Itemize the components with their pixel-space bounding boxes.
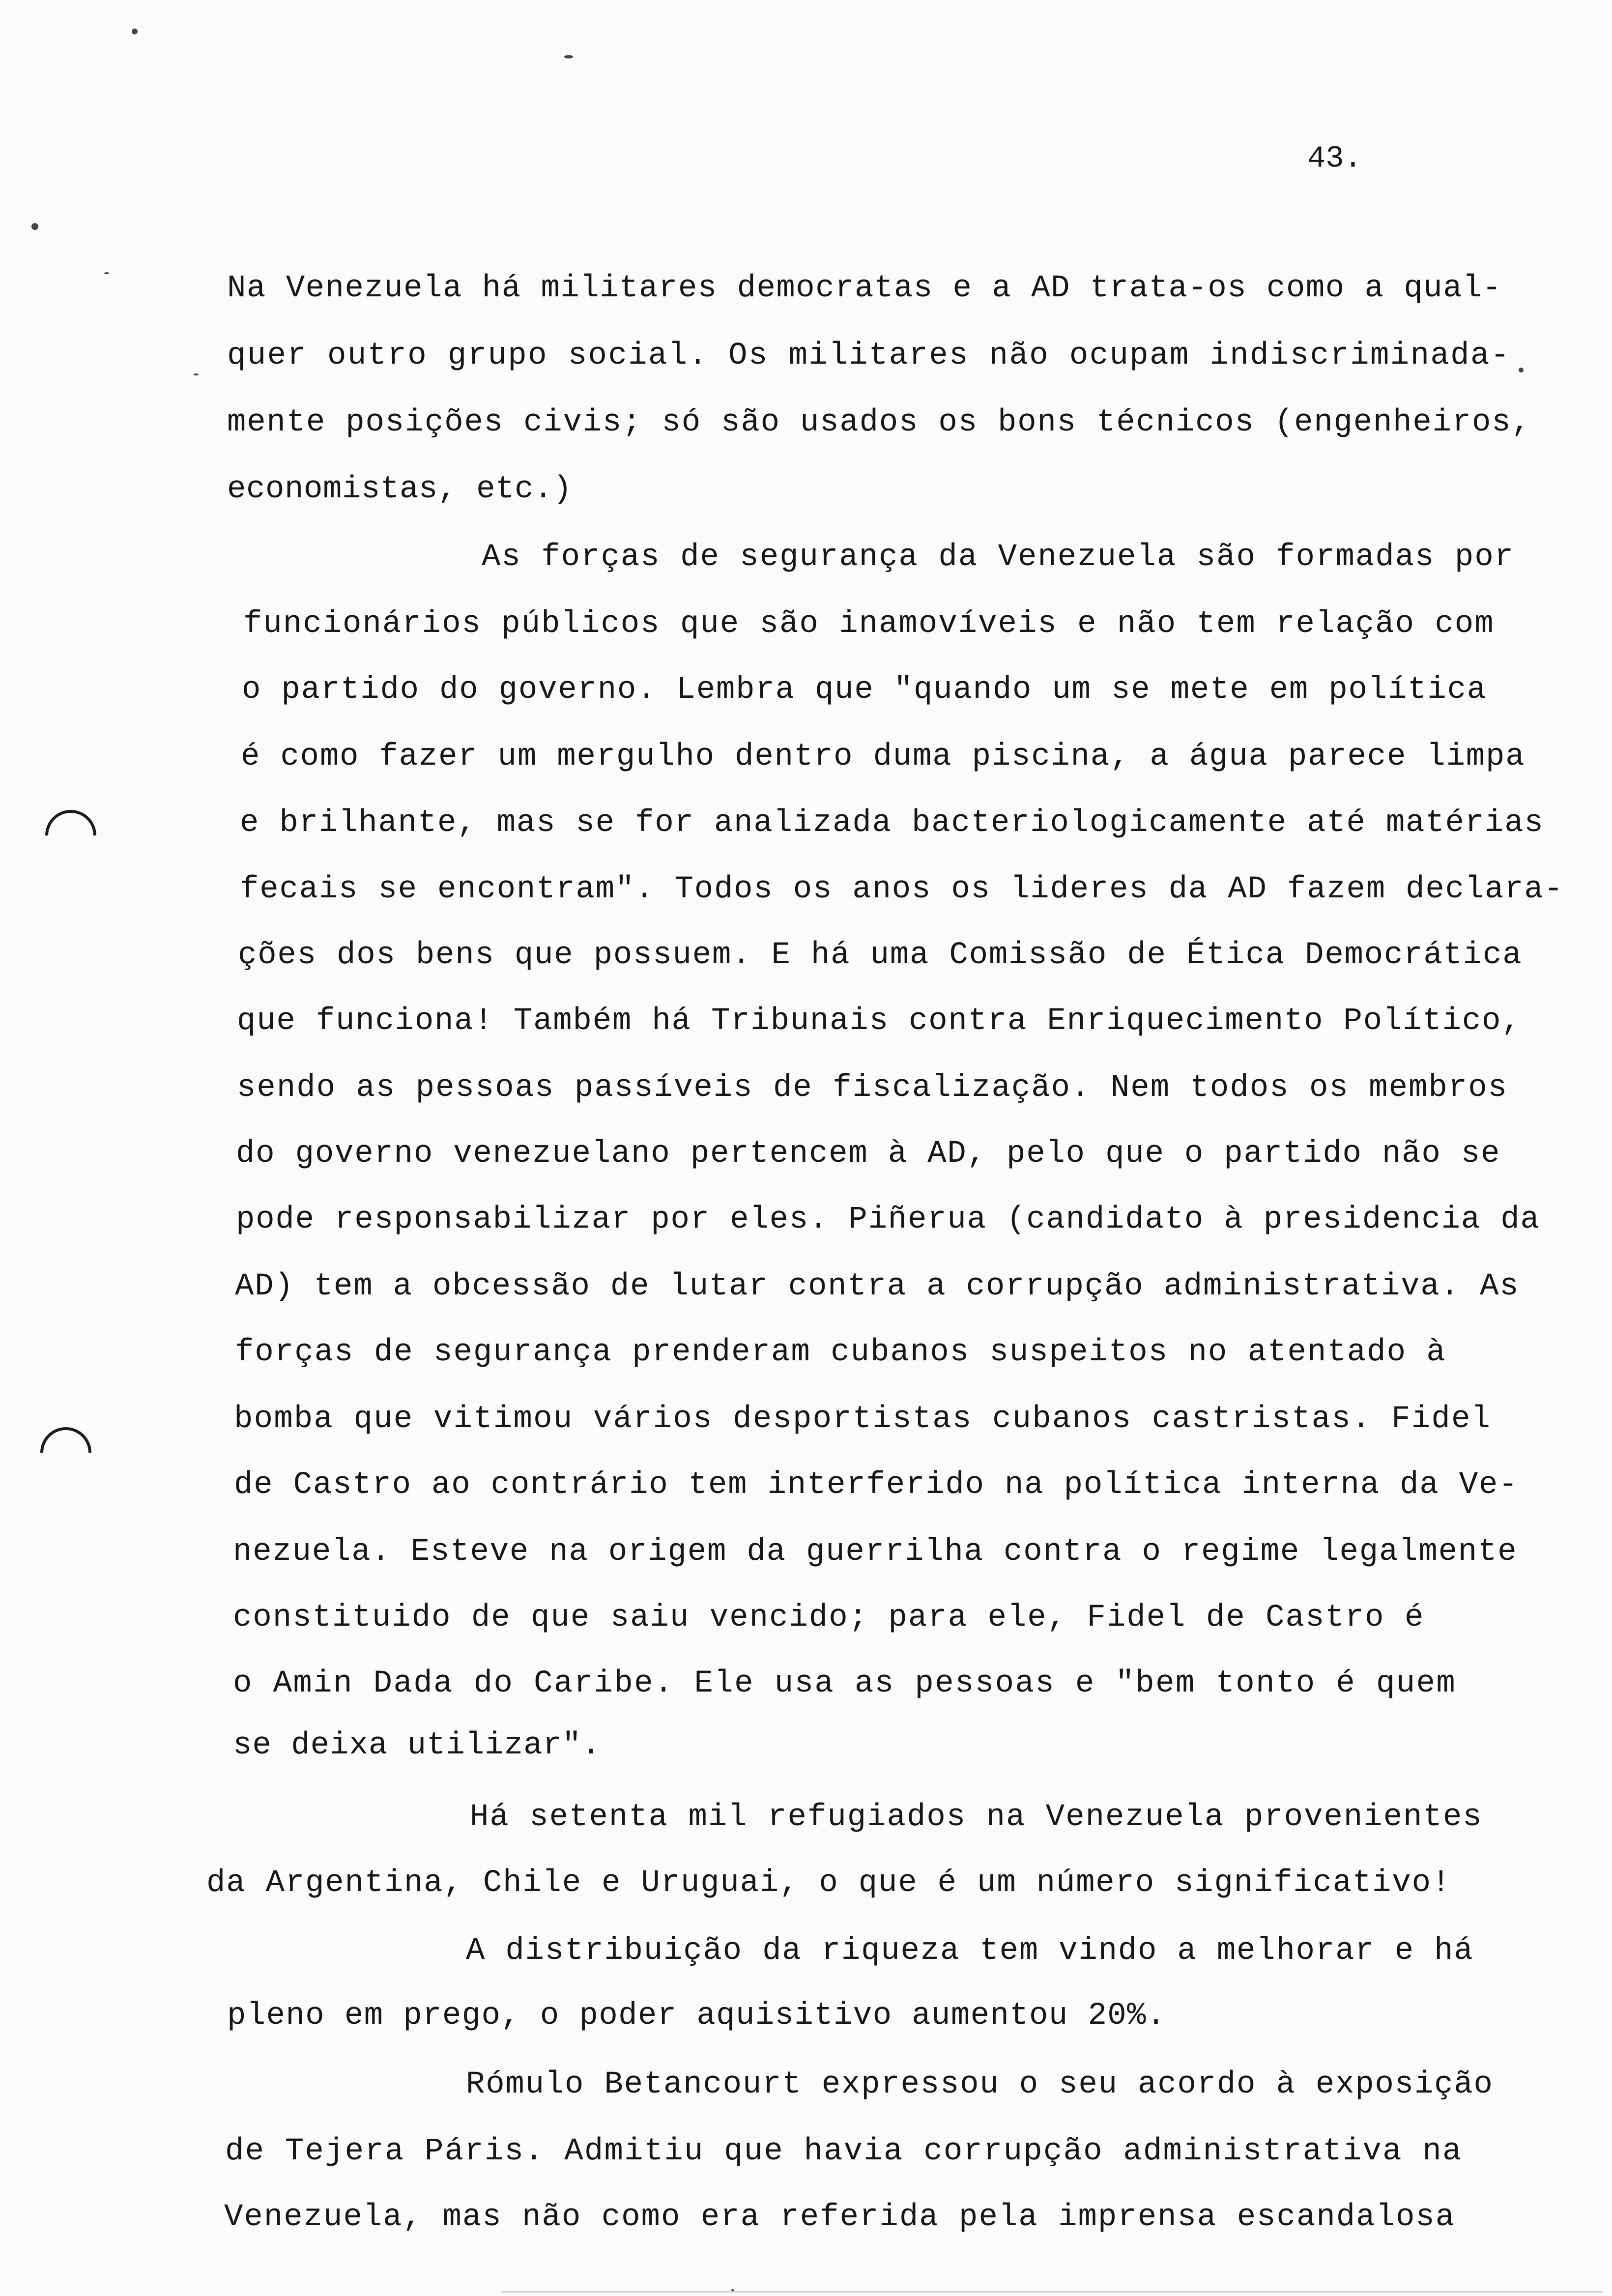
- text-line-6: funcionários públicos que são inamovíveis e não tem relação com: [243, 606, 1495, 642]
- text-line-13: sendo as pessoas passíveis de fiscalização. Nem todos os membros: [237, 1070, 1508, 1106]
- scan-speck: [31, 223, 38, 230]
- text-line-30: Venezuela, mas não como era referida pela imprensa escandalosa: [224, 2200, 1456, 2235]
- punch-hole-mark: [29, 1416, 102, 1489]
- scan-speck: [564, 55, 573, 58]
- text-line-11: ções dos bens que possuem. E há uma Comissão de Ética Democrática: [238, 938, 1523, 973]
- text-line-7: o partido do governo. Lembra que "quando um se mete em política: [242, 672, 1487, 708]
- text-line-20: nezuela. Esteve na origem da guerrilha contra o regime legalmente: [233, 1534, 1518, 1570]
- punch-hole-mark: [34, 799, 107, 871]
- text-line-2: quer outro grupo social. Os militares não ocupam indiscriminada-: [227, 338, 1511, 373]
- text-line-25: da Argentina, Chile e Uruguai, o que é um número significativo!: [206, 1866, 1451, 1901]
- scan-speck: [132, 29, 138, 34]
- text-line-12: que funciona! Também há Tribunais contra Enriquecimento Político,: [237, 1004, 1522, 1039]
- text-line-8: é como fazer um mergulho dentro duma piscina, a água parece limpa: [241, 739, 1526, 775]
- text-line-22: o Amin Dada do Caribe. Ele usa as pessoas e "bem tonto é quem: [233, 1666, 1457, 1701]
- text-line-15: pode responsabilizar por eles. Piñerua (candidato à presidencia da: [236, 1202, 1540, 1237]
- page-number: 43.: [1307, 141, 1362, 176]
- text-line-17: forças de segurança prenderam cubanos suspeitos no atentado à: [235, 1335, 1446, 1370]
- scan-speck: [1519, 368, 1524, 373]
- text-line-26: A distribuição da riqueza tem vindo a melhorar e há: [466, 1933, 1474, 1969]
- scan-speck: [194, 373, 199, 375]
- text-line-5: As forças de segurança da Venezuela são formadas por: [482, 540, 1515, 575]
- text-line-16: AD) tem a obcessão de lutar contra a corrupção administrativa. As: [235, 1269, 1520, 1304]
- text-line-27: pleno em prego, o poder aquisitivo aumentou 20%.: [227, 1998, 1166, 2034]
- text-line-24: Há setenta mil refugiados na Venezuela provenientes: [470, 1800, 1483, 1835]
- text-line-3: mente posições civis; só são usados os bons técnicos (engenheiros,: [227, 405, 1531, 440]
- text-line-21: constituido de que saiu vencido; para ele, Fidel de Castro é: [233, 1600, 1425, 1636]
- text-line-1: Na Venezuela há militares democratas e a AD trata-os como a qual-: [227, 271, 1502, 306]
- text-line-28: Rómulo Betancourt expressou o seu acordo à exposição: [466, 2067, 1494, 2102]
- text-line-19: de Castro ao contrário tem interferido na política interna da Ve-: [234, 1467, 1519, 1503]
- text-line-4: economistas, etc.): [227, 472, 573, 507]
- text-line-29: de Tejera Páris. Admitiu que havia corrupção administrativa na: [225, 2134, 1463, 2169]
- text-line-9: e brilhante, mas se for analizada bacteriologicamente até matérias: [240, 805, 1544, 841]
- text-line-23: se deixa utilizar".: [233, 1728, 601, 1763]
- text-line-14: do governo venezuelano pertencem à AD, pelo que o partido não se: [236, 1136, 1501, 1172]
- bottom-edge-rule: [501, 2291, 1602, 2293]
- text-line-18: bomba que vitimou vários desportistas cubanos castristas. Fidel: [234, 1402, 1492, 1437]
- scan-speck: [104, 272, 109, 274]
- text-line-10: fecais se encontram". Todos os anos os lideres da AD fazem declara-: [240, 872, 1564, 907]
